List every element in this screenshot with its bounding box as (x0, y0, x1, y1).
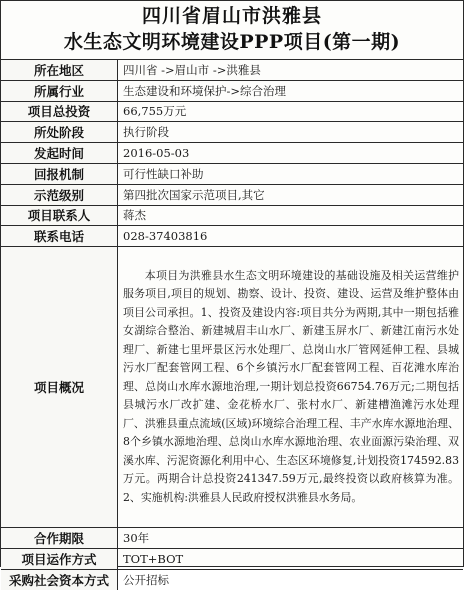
contact-phone-value: 028-37403816 (118, 226, 464, 247)
contact-phone-label: 联系电话 (1, 226, 118, 247)
total-investment-value: 66,755万元 (118, 101, 464, 122)
operation-mode-label: 项目运作方式 (1, 548, 118, 569)
stage-value: 执行阶段 (118, 122, 464, 143)
procurement-method-label: 采购社会资本方式 (1, 569, 118, 589)
overview-text: 本项目为洪雅县水生态文明环境建设的基础设施及相关运营维护服务项目,项目的规划、勘察、设计、投资、建设、运营及维护整体由项目公司承担。1、投资及建设内容:项目共分为两期,其中一期包括雅女湖综合整治、新建城眉丰山水厂、新建玉屏水厂、新建江南污水处理厂、新建七里坪景区污水处理厂、总岗山水厂管网延伸工程、县城污水厂配套管网工程、6个乡镇污水厂配套管网工程、百花滩水库治理、总岗山水库水源地治理,一期计划总投资66754.76万元;二期包括县城污水厂改扩建、金花桥水厂、张村水厂、新建槽渔滩污水处理厂、洪雅县重点流域(区域)环境综合治理工程、丰产水库水源地治理、8个乡镇水源地治理、总岗山水库水源地治理、农业面源污染治理、双溪水库、污泥资源化利用中心、生态区环境修复,计划投资174592.83万元。两期合计总投资241347.59万元,最终投资以政府核算为准。2、实施机构:洪雅县人民政府授权洪雅县水务局。 (118, 247, 464, 528)
row-industry (1, 80, 463, 101)
cooperation-term-label: 合作期限 (1, 528, 118, 549)
operation-mode-value: TOT+BOT (118, 548, 464, 569)
row-cooperation-term (1, 528, 463, 549)
row-overview (1, 247, 463, 528)
region-value: 四川省 ->眉山市 ->洪雅县 (118, 60, 464, 80)
return-mechanism-label: 回报机制 (1, 163, 118, 184)
row-contact-person (1, 205, 463, 226)
region-label: 所在地区 (1, 60, 118, 80)
row-contact-phone (1, 226, 463, 247)
row-demo-level (1, 184, 463, 205)
row-stage (1, 122, 463, 143)
start-date-label: 发起时间 (1, 143, 118, 164)
card-title (1, 1, 463, 60)
total-investment-label: 项目总投资 (1, 101, 118, 122)
stage-label: 所处阶段 (1, 122, 118, 143)
overview-label: 项目概况 (1, 247, 118, 528)
cooperation-term-value: 30年 (118, 528, 464, 549)
demo-level-value: 第四批次国家示范项目,其它 (118, 184, 464, 205)
start-date-value: 2016-05-03 (118, 143, 464, 164)
industry-label: 所属行业 (1, 80, 118, 101)
project-info-table (1, 60, 463, 590)
contact-person-label: 项目联系人 (1, 205, 118, 226)
title-line-1: 四川省眉山市洪雅县 (141, 5, 322, 27)
row-region (1, 60, 463, 80)
demo-level-label: 示范级别 (1, 184, 118, 205)
row-total-investment (1, 101, 463, 122)
row-procurement-method (1, 569, 463, 589)
title-line-2: 水生态文明环境建设PPP项目(第一期) (63, 31, 401, 53)
procurement-method-value: 公开招标 (118, 569, 464, 589)
industry-value: 生态建设和环境保护->综合治理 (118, 80, 464, 101)
contact-person-value: 蒋杰 (118, 205, 464, 226)
row-return-mechanism (1, 163, 463, 184)
row-start-date (1, 143, 463, 164)
return-mechanism-value: 可行性缺口补助 (118, 163, 464, 184)
row-operation-mode (1, 548, 463, 569)
